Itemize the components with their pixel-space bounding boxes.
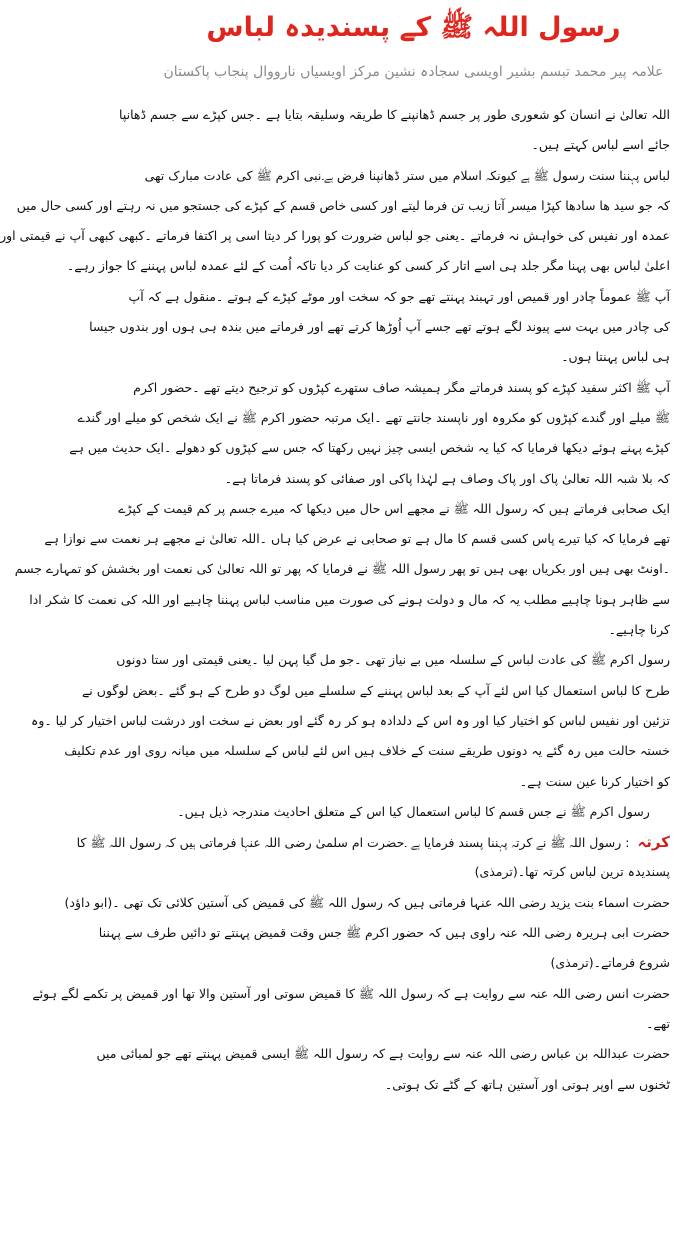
text-line xyxy=(157,797,670,827)
text-line xyxy=(157,948,670,978)
text-line xyxy=(76,827,670,857)
line-text: کہ جو سید ھا سادھا کپڑا میسر آتا زیب تن فرما لیتے اور کسی خاص قسم کے کپڑے کی جستجو میں نہ رہتے اور کسی حال میں xyxy=(16,197,670,213)
text-line xyxy=(157,464,670,494)
text-line xyxy=(66,251,670,281)
line-text: اللہ تعالیٰ نے انسان کو شعوری طور پر جسم ڈھانپنے کا طریقہ وسلیقہ بتایا ہے ۔جس کپڑے سے جسم ڈھانپا xyxy=(119,107,670,122)
text-line xyxy=(32,979,670,1009)
article-title: رسول اللہ ﷺ کے پسندیدہ لباس xyxy=(206,12,621,43)
line-text: کہ بلا شبہ اللہ تعالیٰ پاک اور پاک وصاف ہے لہٰذا پاکی اور صفائی کو پسند فرماتا ہے۔ xyxy=(224,470,670,486)
text-line xyxy=(69,433,670,463)
text-line xyxy=(157,615,670,645)
text-line xyxy=(44,524,670,554)
text-line xyxy=(64,736,670,766)
line-text: حضرت عبداللہ بن عباس رضی اللہ عنہ سے روایت ہے کہ رسول اللہ ﷺ ایسی قمیض پہنتے تھے جو لمبائی میں xyxy=(96,1046,670,1062)
line-text: رسول اکرم ﷺ کی عادت لباس کے سلسلہ میں بے نیاز تھی ۔جو مل گیا پہن لیا ۔یعنی قیمتی اور ستا دونوں xyxy=(116,652,670,668)
text-line xyxy=(0,221,670,251)
line-text: ہی لباس پہنتا ہوں۔ xyxy=(561,349,670,365)
line-text: ٹخنوں سے اوپر ہوتی اور آستین ہاتھ کے گٹے تک ہوتی۔ xyxy=(384,1076,670,1092)
text-line xyxy=(98,918,670,948)
line-text: آپ ﷺ عموماً چادر اور قمیص اور تہبند پہنتے تھے جو کہ سخت اور موٹے کپڑے کے ہوتے ۔منقول ہے کہ آپ xyxy=(128,288,670,304)
line-text: کرنا چاہیے۔ xyxy=(608,622,670,638)
text-line xyxy=(14,554,670,584)
line-text: آپ ﷺ اکثر سفید کپڑے کو پسند فرماتے مگر ہمیشہ صاف ستھرے کپڑوں کو ترجیح دیتے تھے ۔حضور اکرم xyxy=(133,379,670,395)
text-line xyxy=(157,130,670,160)
line-text: تھے۔ xyxy=(646,1015,670,1031)
text-line xyxy=(31,706,670,736)
line-text: رسول اکرم ﷺ نے جس قسم کا لباس استعمال کیا اس کے متعلق احادیث مندرجہ ذیل ہیں۔ xyxy=(177,803,650,819)
line-text: پسندیدہ ترین لباس کرتہ تھا۔(ترمذی) xyxy=(474,864,670,880)
line-text: ﷺ میلے اور گندے کپڑوں کو مکروہ اور ناپسند جانتے تھے ۔ایک مرتبہ حضور اکرم ﷺ نے ایک شخص کو میلے اور گندے xyxy=(77,409,670,425)
text-line xyxy=(64,888,670,918)
text-line xyxy=(119,100,670,130)
line-text: لباس پہننا سنت رسول ﷺ ہے کیونکہ اسلام میں ستر ڈھانپنا فرض ہے۔نبی اکرم ﷺ کی عادت مبارک تھی xyxy=(144,167,670,183)
text-line xyxy=(133,373,670,403)
text-line xyxy=(157,767,670,797)
line-text: ایک صحابی فرماتے ہیں کہ رسول اللہ ﷺ نے مجھے اس حال میں دیکھا کہ میرے جسم پر کم قیمت کے کپڑے xyxy=(118,500,670,516)
text-line xyxy=(157,1070,670,1100)
line-text: کو اختیار کرنا عین سنت ہے۔ xyxy=(519,773,670,789)
line-text: ۔اونٹ بھی ہیں اور بکریاں بھی ہیں تو پھر رسول اللہ ﷺ نے فرمایا کہ پھر تو اللہ تعالیٰ کی نعمت اور بخشش کو تمہارے جسم xyxy=(14,561,670,577)
line-text: تزئین اور نفیس لباس کو اختیار کیا اور وہ اس کے دلدادہ ہو کر رہ گئے اور بعض نے سخت اور درشت لباس اختیار کر لیا ۔وہ xyxy=(31,712,670,728)
line-text: طرح کا لباس استعمال کیا اس لئے آپ کے بعد لباس پہننے کے سلسلے میں لوگ دو طرح کے ہو گئے ۔بعض لوگوں نے xyxy=(81,682,670,698)
text-line xyxy=(128,282,670,312)
text-line xyxy=(144,161,670,191)
line-text: حضرت ابی ہریرہ رضی اللہ عنہ راوی ہیں کہ حضور اکرم ﷺ جس وقت قمیض پہنتے تو دائیں طرف سے پہننا xyxy=(98,925,670,941)
text-line xyxy=(29,585,670,615)
line-text: حضرت انس رضی اللہ عنہ سے روایت ہے کہ رسول اللہ ﷺ کا قمیض سوتی اور آستین والا تھا اور قمیض پر تکمے لگے ہوئے xyxy=(32,985,670,1001)
text-line xyxy=(118,494,670,524)
text-line xyxy=(81,676,670,706)
line-text: خستہ حالت میں رہ گئے یہ دونوں طریقے سنت کے خلاف ہیں اس لئے لباس کے سلسلہ میں میانہ روی اور عدم تکلیف xyxy=(64,743,670,759)
line-text: عمدہ اور نفیس کی خواہش نہ فرماتے ۔یعنی جو لباس ضرورت کو پورا کر دیتا اسی پر اکتفا فرماتے ۔کبھی کبھی آپ نے قیمتی اور xyxy=(0,228,670,244)
text-line xyxy=(157,342,670,372)
text-line xyxy=(96,1039,670,1069)
line-text: شروع فرماتے۔(ترمذی) xyxy=(550,955,670,971)
article-body xyxy=(0,100,670,1100)
text-line xyxy=(157,1009,670,1039)
text-line xyxy=(89,312,670,342)
line-text: سے ظاہر ہونا چاہیے مطلب یہ کہ مال و دولت ہونے کی صورت میں مناسب لباس پہننا چاہیے اور اللہ کی نعمت کا شکر ادا xyxy=(29,591,670,607)
text-line xyxy=(116,645,670,675)
text-line xyxy=(157,857,670,887)
text-line xyxy=(16,191,670,221)
line-text: اعلیٰ لباس بھی پہنا مگر جلد ہی اسے اتار کر کسی کو عنایت کر دیا تاکہ اُمت کے لئے عمدہ لباس پہننے کا جواز رہے۔ xyxy=(66,258,670,274)
line-text: حضرت اسماء بنت یزید رضی اللہ عنہا فرماتی ہیں کہ رسول اللہ ﷺ کی قمیض کی آستین کلائی تک تھی ۔(ابو داؤد) xyxy=(64,894,670,910)
line-text: جائے اسے لباس کہتے ہیں۔ xyxy=(531,137,670,153)
text-line xyxy=(77,403,670,433)
line-text: : رسول اللہ ﷺ نے کرتہ پہننا پسند فرمایا ہے ۔حضرت ام سلمیٰ رضی اللہ عنہا فرماتی ہیں کہ رسول اللہ ﷺ کا xyxy=(76,835,630,851)
line-text: تھے فرمایا کہ کیا تیرے پاس کسی قسم کا مال ہے تو صحابی نے عرض کیا ہاں ۔اللہ تعالیٰ نے مجھے ہر نعمت سے نوازا ہے xyxy=(44,531,670,547)
section-keyword: کرتہ xyxy=(637,833,670,852)
author-byline: علامہ پیر محمد تبسم بشیر اویسی سجادہ نشین مرکز اویسیاں نارووال پنجاب پاکستان xyxy=(163,64,664,80)
line-text: کی چادر میں بہت سے پیوند لگے ہوتے تھے جسے آپ اُوڑھا کرتے تھے اور فرماتے میں بندہ ہی ہوں اور بندوں جیسا xyxy=(89,319,670,335)
line-text: کپڑے پہنے ہوئے دیکھا فرمایا کہ کیا یہ شخص ایسی چیز نہیں رکھتا کہ جس سے کپڑوں کو دھولے ۔ایک حدیث میں ہے xyxy=(69,440,670,456)
